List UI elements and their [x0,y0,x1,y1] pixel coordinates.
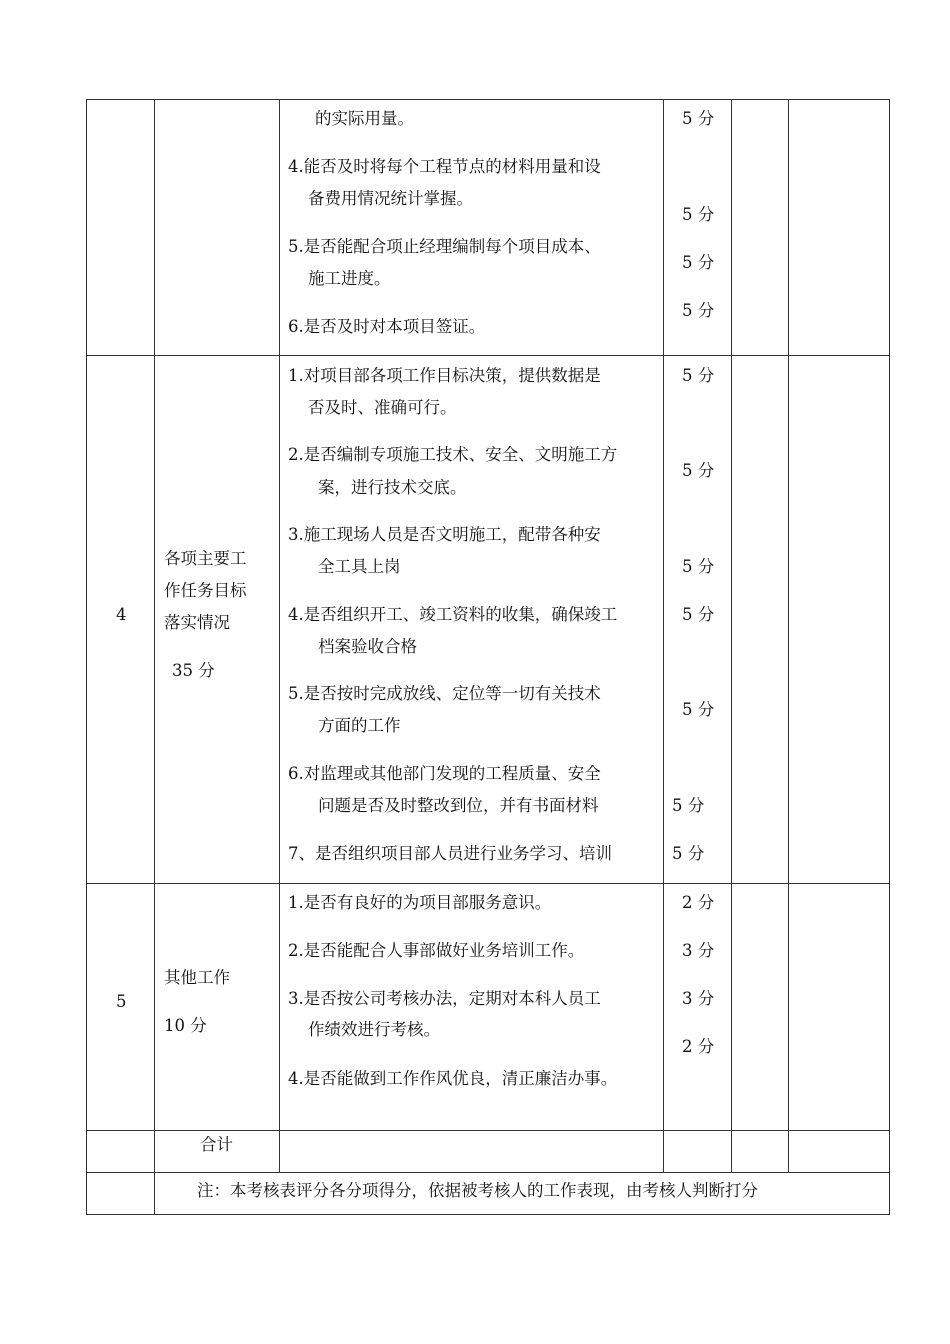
criteria-line: 5.是否按时完成放线、定位等一切有关技术 [288,684,601,703]
score-value: 3 分 [682,941,715,960]
table-border-bottom [86,1214,890,1215]
score-value: 3 分 [682,989,715,1008]
score-value: 5 分 [682,109,715,128]
table-border-right [889,99,890,1215]
category-line: 作任务目标 [164,581,247,600]
row-divider [86,883,890,884]
criteria-line: 问题是否及时整改到位，并有书面材料 [318,796,599,815]
category-line: 落实情况 [164,613,230,632]
criteria-line: 备费用情况统计掌握。 [308,189,473,208]
criteria-line: 2.是否能配合人事部做好业务培训工作。 [288,941,585,960]
column-divider [731,99,732,1173]
column-divider [154,99,155,1215]
criteria-line: 3.是否按公司考核办法，定期对本科人员工 [288,989,601,1008]
criteria-line: 施工进度。 [308,269,391,288]
table-border-top [86,99,890,100]
footnote: 注：本考核表评分各分项得分，依据被考核人的工作表现，由考核人判断打分 [197,1181,758,1200]
row-number: 5 [116,992,127,1011]
score-value: 5 分 [672,844,705,863]
score-value: 5 分 [682,301,715,320]
criteria-line: 4.是否能做到工作作风优良，清正廉洁办事。 [288,1069,618,1088]
category-points: 35 分 [172,661,215,680]
criteria-line: 否及时、准确可行。 [308,398,457,417]
criteria-line: 6.对监理或其他部门发现的工程质量、安全 [288,764,601,783]
criteria-line: 的实际用量。 [315,109,414,128]
criteria-line: 1.是否有良好的为项目部服务意识。 [288,893,552,912]
criteria-line: 案，进行技术交底。 [318,478,467,497]
criteria-line: 2.是否编制专项施工技术、安全、文明施工方 [288,445,618,464]
criteria-line: 方面的工作 [318,716,401,735]
score-value: 5 分 [682,461,715,480]
score-value: 5 分 [682,205,715,224]
criteria-line: 3.施工现场人员是否文明施工，配带各种安 [288,525,601,544]
row-divider [86,1172,890,1173]
criteria-line: 5.是否能配合项止经理编制每个项目成本、 [288,237,601,256]
score-value: 5 分 [682,605,715,624]
table-border-left [86,99,87,1215]
criteria-line: 1.对项目部各项工作目标决策，提供数据是 [288,366,601,385]
score-value: 5 分 [672,796,705,815]
column-divider [788,99,789,1173]
score-value: 2 分 [682,893,715,912]
score-value: 5 分 [682,253,715,272]
criteria-line: 6.是否及时对本项目签证。 [288,317,486,336]
category-points: 10 分 [164,1016,207,1035]
criteria-line: 4.是否组织开工、竣工资料的收集，确保竣工 [288,605,618,624]
criteria-line: 4.能否及时将每个工程节点的材料用量和设 [288,157,601,176]
category-line: 各项主要工 [164,549,247,568]
score-value: 2 分 [682,1037,715,1056]
column-divider [663,99,664,1173]
category-line: 其他工作 [164,968,230,987]
score-value: 5 分 [682,700,715,719]
row-divider [86,355,890,356]
criteria-line: 7、是否组织项目部人员进行业务学习、培训 [288,844,612,863]
criteria-line: 作绩效进行考核。 [308,1020,440,1039]
row-number: 4 [116,605,127,624]
row-divider [86,1130,890,1131]
criteria-line: 档案验收合格 [318,637,417,656]
total-label: 合计 [200,1135,233,1154]
score-value: 5 分 [682,557,715,576]
score-value: 5 分 [682,366,715,385]
column-divider [279,99,280,1173]
criteria-line: 全工具上岗 [318,557,401,576]
